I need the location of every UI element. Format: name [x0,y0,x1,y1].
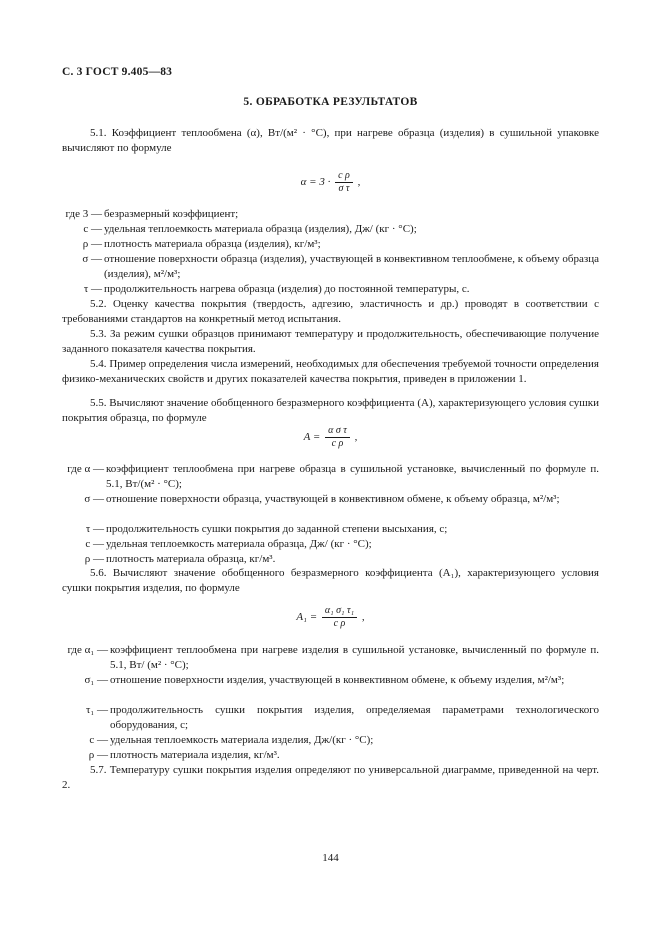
formula-a1 [0,605,661,630]
definition-text: плотность материала изделия, кг/м³. [110,749,280,761]
formula-alpha-denominator: σ τ [338,183,350,194]
formula-alpha-numerator: c ρ [335,170,353,183]
paragraph-5-5: 5.5. Вычисляют значение обобщенного безразмерного коэффициента (A), характеризующего условия сушки покрытия образца, по формуле [62,397,599,424]
definition-symbol: σ₁ — [84,674,108,686]
formula-a-tail: , [354,431,358,444]
formula-alpha-tail: , [357,176,361,189]
formula-a-numerator: α σ τ [325,425,350,438]
formula-a-denominator: c ρ [331,438,344,449]
definition-text: продолжительность сушки покрытия изделия, определяемая параметрами технологического оборудования, с; [110,704,599,731]
definition-symbol: c — [85,538,104,550]
definition-symbol: c — [83,223,102,235]
formula-alpha-fraction [335,170,353,195]
definition-text: плотность материала образца, кг/м³. [106,553,276,565]
definition-symbol: ρ — [88,749,108,761]
formula-a-lhs: A = [303,431,321,444]
formula-alpha-lhs: α = 3 · [300,176,331,189]
page-number: 144 [322,852,339,864]
paragraph-5-2: 5.2. Оценку качества покрытия (твердость, адгезию, эластичность и др.) проводят в соответствии с требованиями стандартов на конкретный метод испытания. [62,298,599,325]
definition-text: продолжительность нагрева образца (изделия) до постоянной температуры, с. [104,283,470,295]
definition-text: продолжительность сушки покрытия до заданной степени высыхания, с; [106,523,448,535]
definition-symbol: τ — [85,523,104,535]
definition-text: отношение поверхности образца (изделия), участвующей в конвективном теплообмене, к объему образца (изделия), м²/м³; [104,253,599,280]
definition-symbol: c — [89,734,108,746]
definition-symbol: τ₁ — [85,704,108,716]
paragraph-5-6: 5.6. Вычисляют значение обобщенного безразмерного коэффициента (A₁), характеризующего условия сушки покрытия изделия, по формуле [62,567,599,594]
definition-text: коэффициент теплообмена при нагреве образца в сушильной установке, вычисленный по формуле п. 5.1, Вт/(м² · °С); [106,463,599,490]
paragraph-5-1: 5.1. Коэффициент теплообмена (α), Вт/(м² · °С), при нагреве образца (изделия) в сушильной упаковке вычисляют по формуле [62,127,599,154]
definition-symbol: где 3 — [65,208,102,220]
formula-a-fraction [325,425,350,450]
running-header: С. 3 ГОСТ 9.405—83 [62,66,173,78]
definition-symbol: где α — [67,463,104,475]
definition-text: безразмерный коэффициент; [104,208,239,220]
definition-symbol: ρ — [84,553,104,565]
section-title: 5. ОБРАБОТКА РЕЗУЛЬТАТОВ [243,96,418,108]
definition-text: отношение поверхности образца, участвующей в конвективном обмене, к объему образца, м²/м³; [106,493,560,505]
definition-symbol: где α₁ — [67,644,108,656]
definition-symbol: τ — [83,283,102,295]
definition-symbol: ρ — [82,238,102,250]
formula-a1-tail: , [361,611,365,624]
definition-symbol: σ — [82,253,102,265]
definition-text: плотность материала образца (изделия), кг/м³; [104,238,321,250]
formula-alpha [0,170,661,195]
definition-text: отношение поверхности изделия, участвующей в конвективном обмене, к объему изделия, м²/м³; [110,674,565,686]
definition-text: удельная теплоемкость материала образца, Дж/ (кг · °С); [106,538,372,550]
paragraph-5-4: 5.4. Пример определения числа измерений, необходимых для обеспечения требуемой точности определения физико-механических свойств и других показателей качества покрытия, приведен в приложении 1. [62,358,599,385]
formula-a1-fraction [322,605,357,630]
definition-text: удельная теплоемкость материала изделия, Дж/(кг · °С); [110,734,374,746]
formula-a [0,425,661,450]
formula-a1-denominator: c ρ [333,618,346,629]
definition-symbol: σ — [84,493,104,505]
paragraph-5-3: 5.3. За режим сушки образцов принимают температуру и продолжительность, обеспечивающие получение заданного показателя качества покрытия. [62,328,599,355]
definition-text: удельная теплоемкость материала образца (изделия), Дж/ (кг · °С); [104,223,417,235]
formula-a1-numerator: α₁ σ₁ τ₁ [322,605,357,618]
paragraph-5-7: 5.7. Температуру сушки покрытия изделия определяют по универсальной диаграмме, приведенной на черт. 2. [62,764,599,791]
definition-text: коэффициент теплообмена при нагреве изделия в сушильной установке, вычисленный по формуле п. 5.1, Вт/ (м² · °С); [110,644,599,671]
formula-a1-lhs: A₁ = [296,611,318,624]
